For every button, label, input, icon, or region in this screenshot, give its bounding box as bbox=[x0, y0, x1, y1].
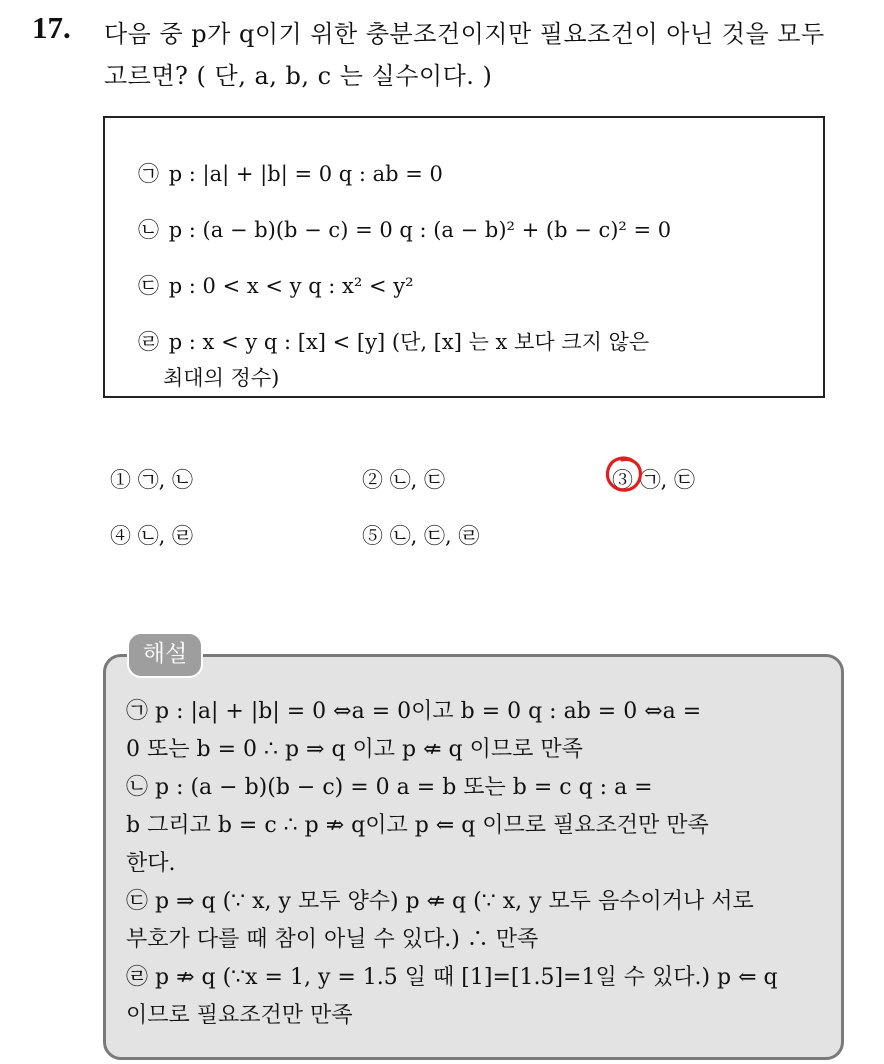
condition-1 bbox=[135, 158, 443, 188]
question-text-line-1: 다음 중 p가 q이기 위한 충분조건이지만 필요조건이 아닌 것을 모두 bbox=[104, 20, 825, 48]
condition-text: p : |a| + |b| = 0 q : ab = 0 bbox=[168, 162, 443, 186]
choice-2[interactable] bbox=[362, 464, 445, 494]
solution-line: ㉣ p ⇏ q (∵x = 1, y = 1.5 일 때 [1]=[1.5]=1일 수 있다.) p ⇐ q bbox=[126, 965, 778, 990]
condition-marker: ㉢ bbox=[138, 274, 159, 298]
choice-4[interactable] bbox=[110, 520, 193, 550]
choice-text: ㉠, ㉡ bbox=[137, 468, 194, 492]
solution-line: 0 또는 b = 0 ∴ p ⇒ q 이고 p ⇍ q 이므로 만족 bbox=[126, 737, 583, 762]
condition-text: p : 0 < x < y q : x² < y² bbox=[168, 274, 414, 298]
condition-marker: ㉠ bbox=[138, 162, 159, 186]
choice-text: ㉠, ㉢ bbox=[639, 468, 696, 492]
solution-label: 해설 bbox=[127, 632, 203, 678]
choice-number: ④ bbox=[110, 524, 131, 548]
condition-text: p : x < y q : [x] < [y] (단, [x] 는 x 보다 크지 않은 bbox=[168, 330, 650, 354]
question-number: 17. bbox=[32, 10, 71, 45]
choice-text: ㉡, ㉢, ㉣ bbox=[389, 524, 480, 548]
question-text-line-2: 고르면? ( 단, a, b, c 는 실수이다. ) bbox=[104, 62, 493, 90]
condition-4 bbox=[135, 326, 649, 356]
condition-4-continuation: 최대의 정수) bbox=[163, 366, 280, 390]
solution-line: ㉡ p : (a − b)(b − c) = 0 a = b 또는 b = c q : a = bbox=[126, 775, 653, 800]
condition-3 bbox=[135, 270, 414, 300]
solution-line: b 그리고 b = c ∴ p ⇏ q이고 p ⇐ q 이므로 필요조건만 만족 bbox=[126, 813, 709, 838]
solution-line: ㉠ p : |a| + |b| = 0 ⇔a = 0이고 b = 0 q : ab = 0 ⇔a = bbox=[126, 699, 702, 724]
choice-number: ⑤ bbox=[362, 524, 383, 548]
condition-marker: ㉡ bbox=[138, 218, 159, 242]
choice-1[interactable] bbox=[110, 464, 193, 494]
condition-2 bbox=[135, 214, 671, 244]
conditions-box bbox=[103, 116, 825, 398]
solution-line: 한다. bbox=[126, 851, 176, 876]
solution-line: 부호가 다를 때 참이 아닐 수 있다.) ∴ 만족 bbox=[126, 927, 539, 952]
choice-text: ㉡, ㉣ bbox=[137, 524, 194, 548]
answer-mark-circle-icon bbox=[603, 453, 645, 495]
choice-number: ③ bbox=[612, 468, 633, 492]
choice-number: ① bbox=[110, 468, 131, 492]
solution-line: 이므로 필요조건만 만족 bbox=[126, 1003, 353, 1028]
condition-text: p : (a − b)(b − c) = 0 q : (a − b)² + (b − c)² = 0 bbox=[168, 218, 672, 242]
choice-text: ㉡, ㉢ bbox=[389, 468, 446, 492]
choice-5[interactable] bbox=[362, 520, 479, 550]
condition-marker: ㉣ bbox=[138, 330, 159, 354]
choice-number: ② bbox=[362, 468, 383, 492]
solution-line: ㉢ p ⇒ q (∵ x, y 모두 양수) p ⇍ q (∵ x, y 모두 음수이거나 서로 bbox=[126, 889, 754, 914]
